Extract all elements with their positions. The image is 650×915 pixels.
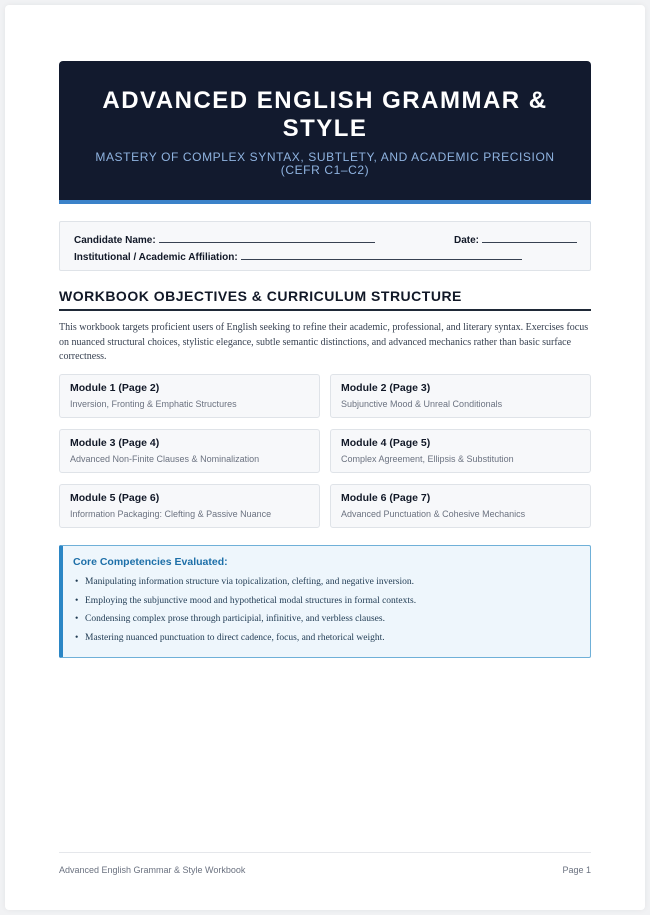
module-card-6 <box>330 484 591 528</box>
module-card-1 <box>59 374 320 418</box>
page-footer <box>59 852 591 875</box>
competency-item <box>73 592 578 611</box>
module-description: Advanced Punctuation & Cohesive Mechanics <box>341 509 526 519</box>
module-description: Advanced Non-Finite Clauses & Nominalization <box>70 454 260 464</box>
document-subtitle: MASTERY OF COMPLEX SYNTAX, SUBTLETY, AND ACADEMIC PRECISION (CEFR C1–C2) <box>95 150 555 177</box>
module-title: Module 6 (Page 7) <box>341 492 431 504</box>
page-number: Page 1 <box>562 865 591 875</box>
candidate-name-row <box>74 234 375 246</box>
competency-text: Mastering nuanced punctuation to direct cadence, focus, and rhetorical weight. <box>85 632 385 643</box>
document-page <box>5 5 645 910</box>
competency-text: Manipulating information structure via topicalization, clefting, and negative inversion. <box>85 577 414 587</box>
date-label: Date: <box>453 235 479 246</box>
candidate-name-line[interactable] <box>159 234 375 243</box>
bullet-icon: • <box>75 595 79 606</box>
module-title: Module 4 (Page 5) <box>341 437 431 449</box>
module-description: Inversion, Fronting & Emphatic Structures <box>70 399 237 409</box>
competency-item <box>73 610 578 629</box>
bullet-icon: • <box>75 632 79 643</box>
module-card-2 <box>330 374 591 418</box>
module-title: Module 2 (Page 3) <box>341 382 431 394</box>
module-title: Module 3 (Page 4) <box>70 437 160 449</box>
competencies-title: Core Competencies Evaluated: <box>73 556 228 568</box>
intro-paragraph: This workbook targets proficient users of English seeking to refine their academic, professional, and literary syntax. Exercises focus on nuanced structural choices, stylistic elegance, subtle semantic distinctions, and advanced mechanics rather than basic surface correctness. <box>59 322 589 362</box>
module-title: Module 1 (Page 2) <box>70 382 160 394</box>
module-card-5 <box>59 484 320 528</box>
competency-text: Employing the subjunctive mood and hypothetical modal structures in formal contexts. <box>85 595 417 606</box>
module-title: Module 5 (Page 6) <box>70 492 160 504</box>
affiliation-row <box>74 251 522 263</box>
section-heading: WORKBOOK OBJECTIVES & CURRICULUM STRUCTURE <box>59 288 591 311</box>
module-description: Information Packaging: Clefting & Passive Nuance <box>70 509 272 519</box>
date-line[interactable] <box>482 234 577 243</box>
bullet-icon: • <box>75 614 79 624</box>
affiliation-line[interactable] <box>241 251 522 260</box>
candidate-name-label: Candidate Name: <box>74 235 156 246</box>
document-title: ADVANCED ENGLISH GRAMMAR & STYLE <box>102 87 548 142</box>
module-description: Subjunctive Mood & Unreal Conditionals <box>341 399 503 409</box>
date-row <box>454 234 577 246</box>
module-description: Complex Agreement, Ellipsis & Substitution <box>341 454 514 464</box>
candidate-info-box <box>59 221 591 271</box>
module-card-4 <box>330 429 591 473</box>
competency-item <box>73 573 578 592</box>
competency-item <box>73 629 578 648</box>
title-banner <box>59 61 591 204</box>
module-card-3 <box>59 429 320 473</box>
competencies-list <box>73 573 578 647</box>
bullet-icon: • <box>75 577 79 587</box>
competency-text: Condensing complex prose through participial, infinitive, and verbless clauses. <box>85 614 385 624</box>
affiliation-label: Institutional / Academic Affiliation: <box>74 252 238 263</box>
core-competencies-box <box>59 545 591 658</box>
footer-title: Advanced English Grammar & Style Workbook <box>59 865 246 875</box>
